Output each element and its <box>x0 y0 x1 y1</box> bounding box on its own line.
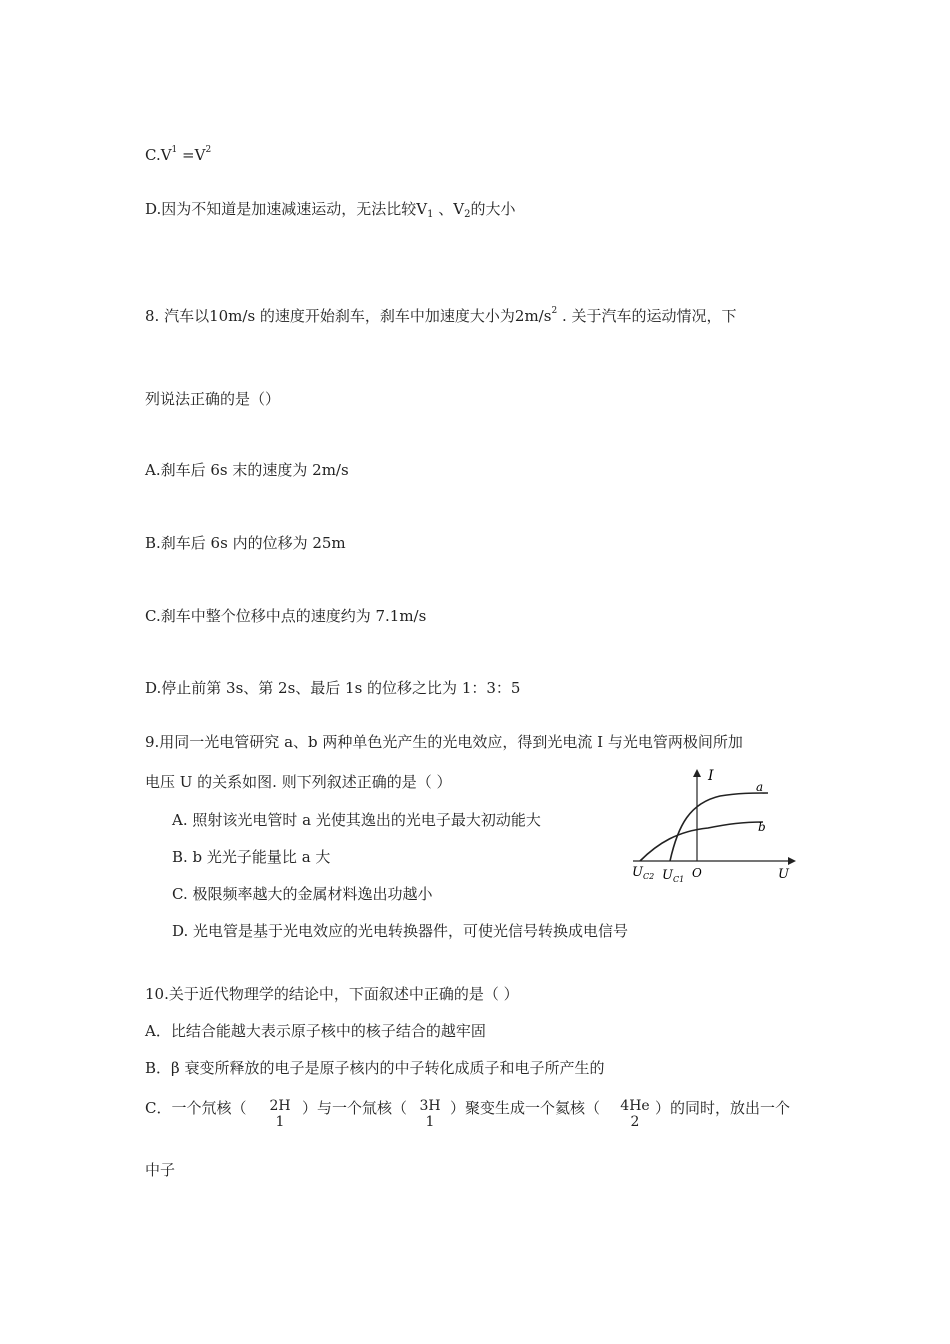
option-10b: B．β 衰变所释放的电子是原子核内的中子转化成质子和电子所产生的 <box>145 1059 605 1077</box>
option-8b: B.刹车后 6s 内的位移为 25m <box>145 534 346 552</box>
option-8a: A.刹车后 6s 末的速度为 2m/s <box>145 461 349 479</box>
option-9d: D. 光电管是基于光电效应的光电转换器件，可使光信号转换成电信号 <box>172 922 629 940</box>
isotope-deuterium: 2H 1 <box>269 1098 291 1130</box>
option-7c: $C.V^1 =V^2$ <box>145 145 212 164</box>
axis-label-i: I <box>708 768 714 784</box>
isotope-tritium: 3H 1 <box>419 1098 441 1130</box>
option-9b: B. b 光光子能量比 a 大 <box>172 848 331 866</box>
curve-label-b: b <box>758 820 766 834</box>
option-10c-part1: C．一个氘核（ <box>145 1099 247 1117</box>
option-10c-part3: ）聚变生成一个氦核（ <box>450 1099 601 1117</box>
x-axis-arrow <box>788 857 796 865</box>
question-8-line2: 列说法正确的是（） <box>145 390 281 408</box>
curve-label-a: a <box>756 780 764 794</box>
question-9-line2: 电压 U 的关系如图. 则下列叙述正确的是（ ） <box>145 773 452 791</box>
question-10: 10.关于近代物理学的结论中，下面叙述中正确的是（ ） <box>145 985 519 1003</box>
option-8d: D.停止前第 3s、第 2s、最后 1s 的位移之比为 1：3：5 <box>145 679 521 697</box>
option-10c-part2: ）与一个氚核（ <box>302 1099 408 1117</box>
option-10c-end: 中子 <box>145 1161 176 1179</box>
option-8c: C.刹车中整个位移中点的速度约为 7.1m/s <box>145 607 427 625</box>
option-9a: A. 照射该光电管时 a 光使其逸出的光电子最大初动能大 <box>172 811 541 829</box>
y-axis-arrow <box>693 769 701 777</box>
axis-label-u: U <box>778 867 789 882</box>
uc1-label: $U_{C1}$ <box>662 868 685 884</box>
origin-label: O <box>692 866 702 880</box>
isotope-helium: 4He 2 <box>620 1098 650 1130</box>
option-10c-part4: ）的同时，放出一个 <box>655 1099 791 1117</box>
question-9-line1: 9.用同一光电管研究 a、b 两种单色光产生的光电效应，得到光电流 I 与光电管两极间所加 <box>145 733 743 751</box>
option-10a: A．比结合能越大表示原子核中的核子结合的越牢固 <box>145 1022 486 1040</box>
curve-a <box>670 793 768 861</box>
option-9c: C. 极限频率越大的金属材料逸出功越小 <box>172 885 433 903</box>
option-7d: D.因为不知道是加速减速运动，无法比较$V_1$ 、$V_2$的大小 <box>145 200 516 220</box>
uc2-label: $U_{C2}$ <box>632 865 655 881</box>
curve-b <box>640 822 763 861</box>
question-8-line1: 8. 汽车以10m/s 的速度开始刹车，刹车中加速度大小为$2m/s^2$ . 关于汽车的运动情况，下 <box>145 306 737 325</box>
photoelectric-graph <box>628 765 798 885</box>
